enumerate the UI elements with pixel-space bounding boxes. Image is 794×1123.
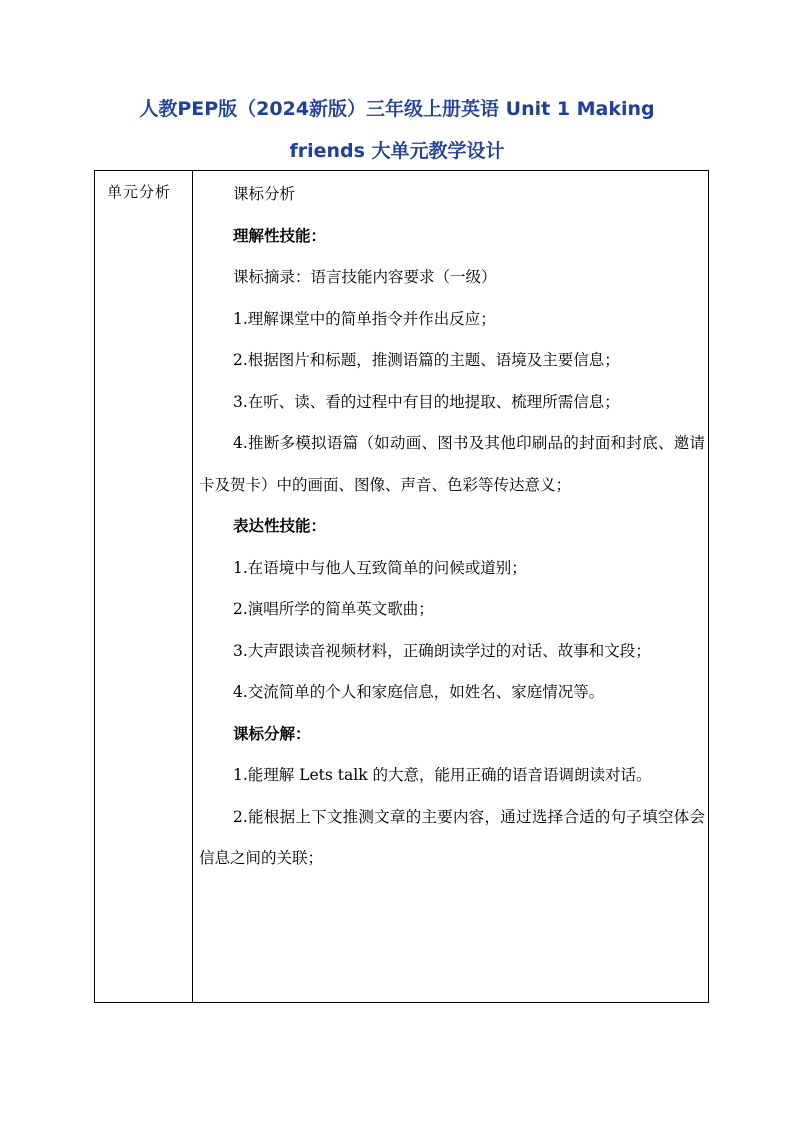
title-line-1: 人教PEP版（2024新版）三年级上册英语 Unit 1 Making [139,98,655,120]
unit-analysis-label: 单元分析 [107,183,172,201]
paragraph: 2.能根据上下文推测文章的主要内容，通过选择合适的句子填空体会信息之间的关联； [199,807,705,867]
title-line-2: friends 大单元教学设计 [289,140,505,162]
paragraph: 课标摘录：语言技能内容要求（一级） [233,268,497,286]
column-divider [192,171,193,1002]
paragraph: 4.推断多模拟语篇（如动画、图书及其他印刷品的封面和封底、邀请卡及贺卡）中的画面、图像、声音、色彩等传达意义； [199,434,705,494]
paragraph: 4.交流简单的个人和家庭信息，如姓名、家庭情况等。 [233,683,605,701]
analysis-content [199,171,705,880]
document-title [0,88,794,172]
paragraph: 1.在语境中与他人互致简单的问候或道别； [233,558,527,577]
unit-analysis-table [94,170,709,1003]
paragraph: 1.能理解 Lets talk 的大意，能用正确的语音语调朗读对话。 [233,766,652,784]
paragraph: 3.在听、读、看的过程中有目的地提取、梳理所需信息； [233,392,620,411]
section-heading: 表达性技能： [233,517,327,535]
section-heading: 课标分解： [233,724,311,743]
paragraph: 1.理解课堂中的简单指令并作出反应； [233,309,496,328]
paragraph: 3.大声跟读音视频材料，正确朗读学过的对话、故事和文段； [233,641,651,660]
paragraph: 课标分析 [233,185,296,203]
section-heading: 理解性技能： [233,226,327,245]
paragraph: 2.根据图片和标题，推测语篇的主题、语境及主要信息； [233,351,620,369]
paragraph: 2.演唱所学的简单英文歌曲； [233,600,434,618]
